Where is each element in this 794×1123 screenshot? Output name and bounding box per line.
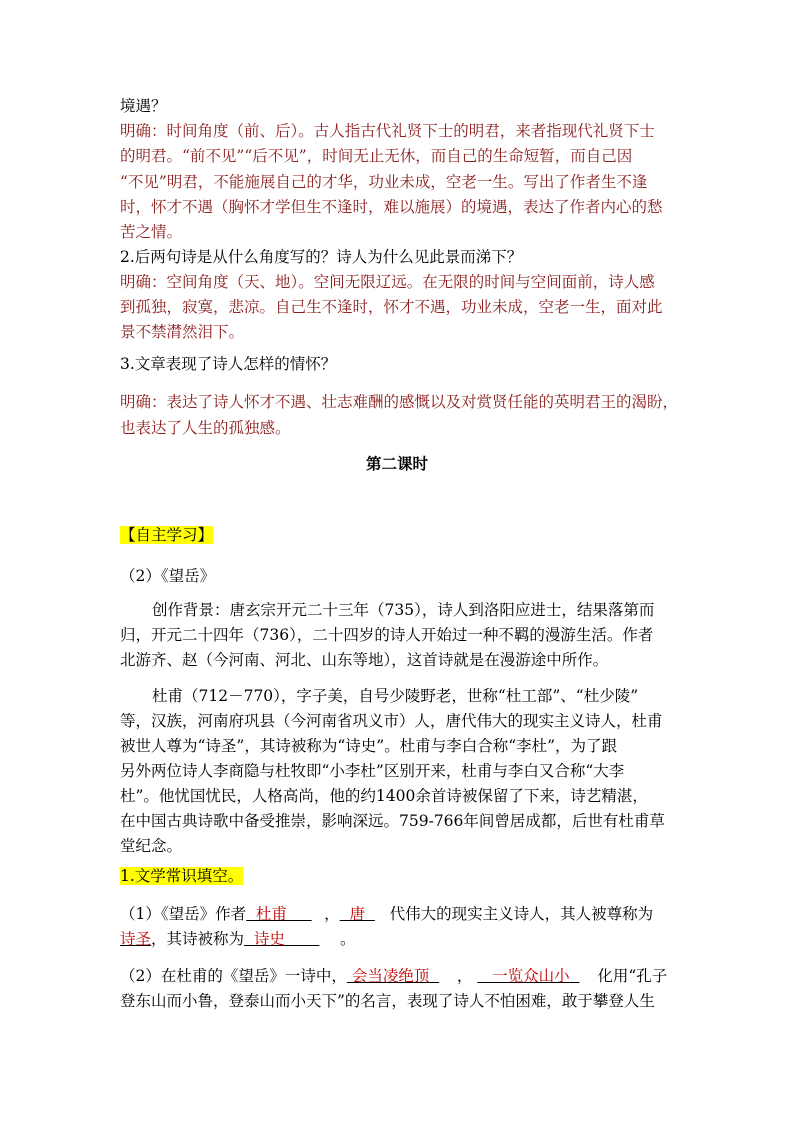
self-study-label bbox=[120, 525, 213, 545]
answer-line: 明确：空间角度（天、地）。空间无限辽远。在无限的时间与空间面前，诗人感 bbox=[120, 273, 655, 291]
fill-text: （1）《望岳》作者 bbox=[120, 905, 247, 923]
fill-item-2 bbox=[120, 966, 667, 986]
answer-blank bbox=[347, 966, 457, 986]
section-title: 第二课时 bbox=[365, 454, 428, 473]
self-study-highlight: 【自主学习】 bbox=[120, 526, 214, 544]
answer-blank bbox=[246, 904, 324, 924]
paragraph-line: 等，汉族，河南府巩县（今河南省巩义市）人，唐代伟大的现实主义诗人，杜甫 bbox=[120, 712, 663, 730]
answer-text: 诗史 bbox=[253, 930, 285, 948]
question-2: 2.后两句诗是从什么角度写的？诗人为什么见此景而涕下？ bbox=[120, 248, 523, 266]
question-3: 3.文章表现了诗人怎样的情怀？ bbox=[120, 355, 337, 373]
paragraph-line: 归，开元二十四年（736），二十四岁的诗人开始过一种不羁的漫游生活。作者 bbox=[120, 626, 654, 644]
fill-item-2-cont: 登东山而小鲁，登泰山而小天下”的名言，表现了诗人不怕困难，敢于攀登人生 bbox=[120, 992, 655, 1010]
answer-text: 唐 bbox=[349, 905, 366, 923]
paragraph-line: 杜”。他忧国忧民，人格高尚，他的约1400余首诗被保留了下来，诗艺精湛， bbox=[120, 787, 648, 805]
fill-item-1 bbox=[120, 904, 653, 924]
paragraph-line: 另外两位诗人李商隐与杜牧即“小李杜”区别开来，杜甫与李白又合称“大李 bbox=[120, 762, 625, 780]
answer-line: 也表达了人生的孤独感。 bbox=[120, 419, 291, 437]
question-continued: 境遇？ bbox=[120, 97, 167, 115]
answer-line: 时，怀才不遇（胸怀才学但生不逢时，难以施展）的境遇，表达了作者内心的愁 bbox=[120, 198, 663, 216]
answer-line: 的明君。“前不见”“后不见”，时间无止无休，而自己的生命短暂，而自己因 bbox=[120, 147, 633, 165]
paragraph-line: 北游齐、赵（今河南、河北、山东等地），这首诗就是在漫游途中所作。 bbox=[120, 651, 609, 669]
answer-line: 苦之情。 bbox=[120, 223, 183, 241]
fill-text: 。 bbox=[340, 930, 356, 948]
answer-line: 景不禁潸然泪下。 bbox=[120, 323, 245, 341]
answer-line: 明确：时间角度（前、后）。古人指古代礼贤下士的明君，来者指现代礼贤下士 bbox=[120, 122, 655, 140]
answer-line: 明确：表达了诗人怀才不遇、壮志难酬的感慨以及对赏贤任能的英明君王的渴盼， bbox=[120, 393, 679, 411]
fill-text: ，其诗被称为 bbox=[151, 930, 245, 948]
paragraph-line: 在中国古典诗歌中备受推崇，影响深远。759-766年间曾居成都，后世有杜甫草 bbox=[120, 812, 665, 830]
answer-blank bbox=[244, 929, 340, 949]
answer-blank bbox=[477, 966, 597, 986]
fill-text: （2）在杜甫的《望岳》一诗中， bbox=[120, 967, 347, 985]
answer-blank bbox=[120, 930, 151, 948]
paragraph-line: 创作背景：唐玄宗开元二十三年（735），诗人到洛阳应进士，结果落第而 bbox=[152, 601, 655, 619]
fill-text: ， bbox=[324, 905, 340, 923]
answer-text: 杜甫 bbox=[255, 905, 287, 923]
fill-text: 代伟大的现实主义诗人，其人被尊称为 bbox=[389, 905, 654, 923]
answer-text: 诗圣 bbox=[120, 930, 152, 948]
fill-text: ， bbox=[456, 967, 473, 985]
fill-text: 化用“孔子 bbox=[597, 967, 668, 985]
answer-text: 一览众山小 bbox=[492, 967, 570, 985]
paragraph-line: 堂纪念。 bbox=[120, 837, 183, 855]
answer-line: “不见”明君，不能施展自己的才华，功业未成，空老一生。写出了作者生不逢 bbox=[120, 173, 648, 191]
fill-label bbox=[120, 866, 243, 886]
answer-blank bbox=[340, 904, 390, 924]
answer-text: 会当凌绝顶 bbox=[351, 967, 430, 985]
paragraph-line: 被世人尊为“诗圣”，其诗被称为“诗史”。杜甫与李白合称“李杜”，为了跟 bbox=[120, 737, 618, 755]
poem-title: （2）《望岳》 bbox=[120, 567, 216, 585]
fill-label-highlight: 1.文学常识填空。 bbox=[120, 867, 244, 885]
fill-item-1-cont bbox=[120, 929, 356, 949]
paragraph-line: 杜甫（712－770），字子美，自号少陵野老，世称“杜工部”、“杜少陵” bbox=[152, 687, 639, 705]
answer-line: 到孤独，寂寞，悲凉。自己生不逢时，怀才不遇，功业未成，空老一生，面对此 bbox=[120, 298, 663, 316]
